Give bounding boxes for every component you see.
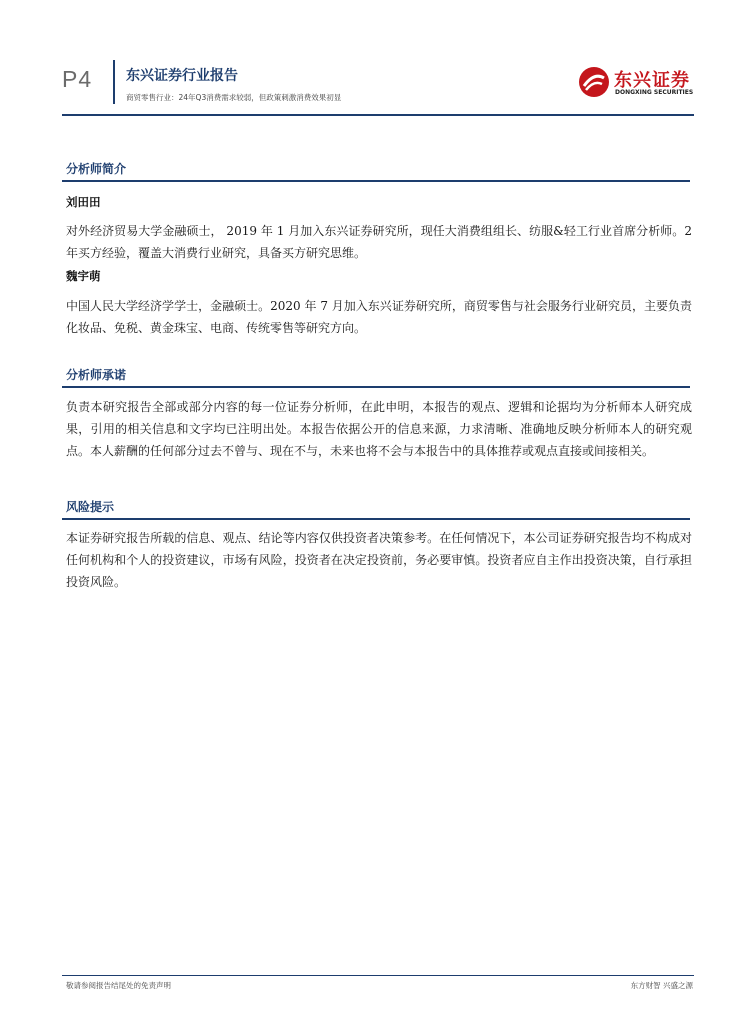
section-title-analysts: 分析师简介 [66,162,127,176]
section-title-commitment: 分析师承诺 [66,368,127,382]
analyst-bio-1: 对外经济贸易大学金融硕士， 2019 年 1 月加入东兴证券研究所，现任大消费组组长、纺服&轻工行业首席分析师。2 年买方经验，覆盖大消费行业研究，具备买方研究思维。 [66,224,692,260]
logo-cn-text: 东兴证券 [614,70,690,91]
logo-en-text: DONGXING SECURITIES [615,89,694,96]
commitment-body: 负责本研究报告全部或部分内容的每一位证券分析师，在此申明，本报告的观点、逻辑和论据均为分析师本人研究成果，引用的相关信息和文字均已注明出处。本报告依据公开的信息来源，力求清晰、准确地反映分析师本人的研究观点。本人薪酬的任何部分过去不曾与、现在不与，未来也将不会与本报告中的具体推荐或观点直接或间接相关。 [66,400,692,458]
logo-emblem-icon [578,66,610,98]
footer-slogan: 东方财智 兴盛之源 [630,981,693,990]
report-title: 东兴证券行业报告 [126,68,238,84]
analyst-name-2: 魏宇萌 [66,269,101,283]
section-rule-commitment [62,386,690,388]
footer-rule [62,975,694,976]
analyst-bio-2: 中国人民大学经济学学士，金融硕士。2020 年 7 月加入东兴证券研究所，商贸零售与社会服务行业研究员，主要负责化妆品、免税、黄金珠宝、电商、传统零售等研究方向。 [66,299,692,335]
risk-body: 本证券研究报告所载的信息、观点、结论等内容仅供投资者决策参考。在任何情况下，本公司证券研究报告均不构成对任何机构和个人的投资建议，市场有风险，投资者在决定投资前，务必要审慎。投资者应自主作出投资决策，自行承担投资风险。 [66,531,692,589]
section-rule-risk [62,518,690,520]
header-divider [113,60,115,104]
analyst-name-1: 刘田田 [66,195,101,209]
page-number: P4 [62,66,93,92]
company-logo [578,66,698,102]
footer-disclaimer-note: 敬请参阅报告结尾处的免责声明 [66,981,171,990]
header-rule [62,114,694,116]
section-title-risk: 风险提示 [66,500,115,514]
report-subtitle: 商贸零售行业：24年Q3消费需求较弱，但政策刺激消费效果初显 [126,93,342,102]
section-rule-analysts [62,180,690,182]
